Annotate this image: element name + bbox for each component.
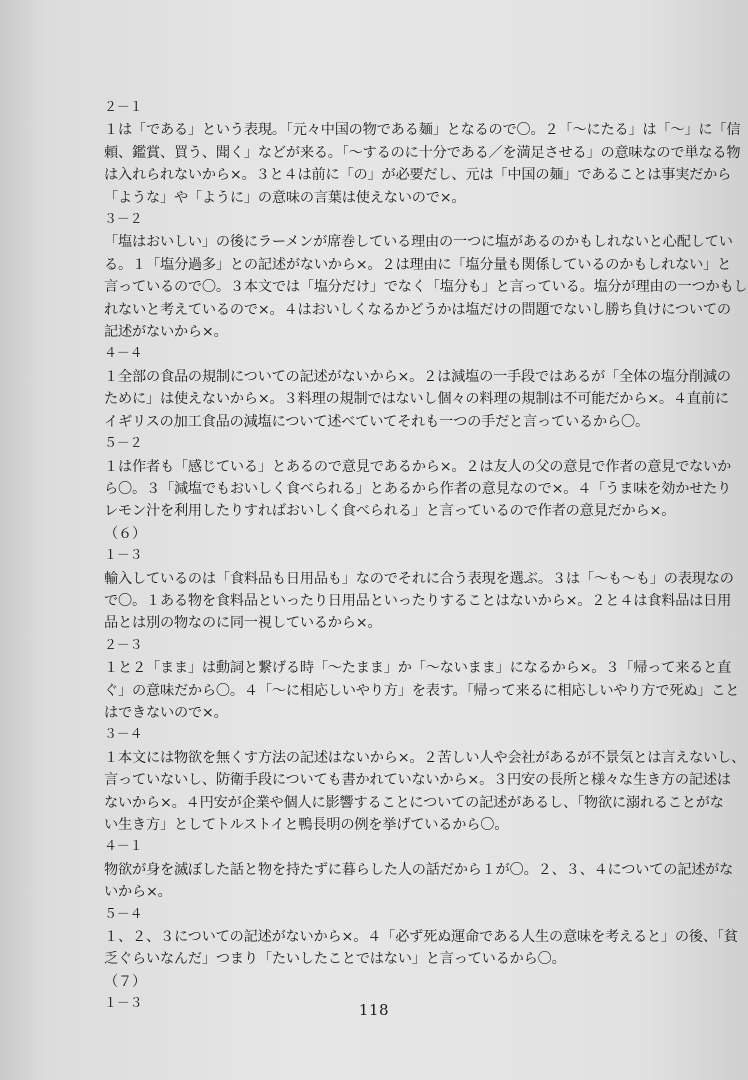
explanation-line: 輸入しているのは「食料品も日用品も」なのでそれに合う表現を選ぶ。３は「～も～も」の表現なの [104, 570, 734, 587]
question-number: ２－３ [104, 637, 143, 653]
explanation-line: 物欲が身を滅ぼした話と物を持たずに暮らした人の話だから１が〇。２、３、４についての記述がな [104, 861, 734, 878]
part-heading: （７） [104, 973, 146, 990]
question-number: ４－１ [104, 839, 143, 855]
question-number: ２－１ [104, 100, 143, 115]
question-number: ４－４ [104, 346, 143, 362]
explanation-line: １、２、３についての記述がないから×。４「必ず死ぬ運命である人生の意味を考えると」の後、「貧 [104, 929, 738, 946]
explanation-line: １は作者も「感じている」とあるので意見であるから×。２は友人の父の意見で作者の意見でないか [104, 458, 732, 475]
explanation-line: 言っているので〇。３本文では「塩分だけ」でなく「塩分も」と言っている。塩分が理由の一つかもし [104, 279, 748, 296]
explanation-line: 品とは別の物なのに同一視しているから×。 [104, 615, 382, 632]
answer-explanations [104, 97, 748, 1016]
explanation-line: １と２「まま」は動詞と繋げる時「～たまま」か「～ないまま」になるから×。３「帰って来ると直 [104, 660, 732, 677]
explanation-line: ぐ」の意味だから〇。４「～に相応しいやり方」を表す。「帰って来るに相応しいやり方で死ぬ」こと [104, 682, 740, 699]
explanation-line: 頼、鑑賞、買う、聞く」などが来る。「～するのに十分である／を満足させる」の意味なので単なる物 [104, 144, 741, 161]
explanation-line: れないと考えているので×。４はおいしくなるかどうかは塩だけの問題でないし勝ち負けについての [104, 301, 731, 318]
explanation-line: ないから×。４円安が企業や個人に影響することについての記述があるし、「物欲に溺れることがな [104, 794, 724, 811]
explanation-line: いから×。 [104, 884, 172, 901]
explanation-line: １本文には物欲を無くす方法の記述はないから×。２苦しい人や会社があるが不景気とは言えないし、 [104, 749, 746, 766]
explanation-line: レモン汁を利用したりすればおいしく食べられる」と言っているので作者の意見だから×。 [104, 503, 676, 520]
question-number: ５－４ [104, 906, 143, 922]
explanation-line: はできないので×。 [104, 704, 228, 721]
question-number: ３－４ [104, 727, 143, 743]
explanation-line: は入れられないから×。３と４は前に「の」が必要だし、元は「中国の麺」であることは事実だから [104, 167, 732, 184]
explanation-line: る。１「塩分過多」との記述がないから×。２は理由に「塩分量も関係しているのかもしれない」と [104, 256, 732, 273]
explanation-line: １は「である」という表現。「元々中国の物である麺」となるので〇。２「～にたる」は「～」に「信 [104, 122, 741, 139]
explanation-line: で〇。１ある物を食料品といったり日用品といったりすることはないから×。２と４は食料品は日用 [104, 592, 732, 609]
question-number: １－３ [104, 996, 143, 1012]
explanation-line: 「ような」や「ように」の意味の言葉は使えないので×。 [104, 189, 466, 206]
part-heading: （６） [104, 525, 146, 542]
question-number: ３－２ [104, 212, 143, 228]
explanation-line: ために」は使えないから×。３料理の規制ではないし個々の料理の規制は不可能だから×。４直前に [104, 391, 729, 408]
explanation-line: 「塩はおいしい」の後にラーメンが席巻している理由の一つに塩があるのかもしれないと心配してい [104, 234, 733, 251]
explanation-line: 乏ぐらいなんだ」つまり「たいしたことではない」と言っているから〇。 [104, 951, 566, 968]
question-number: １－３ [104, 548, 143, 564]
explanation-line: い生き方」としてトルストイと鴨長明の例を挙げているから〇。 [104, 817, 509, 833]
explanation-line: ら〇。３「減塩でもおいしく食べられる」とあるから作者の意見なので×。４「うま味を効かせたり [104, 480, 732, 497]
explanation-line: イギリスの加工食品の減塩について述べていてそれも一つの手だと言っているから〇。 [104, 413, 649, 430]
page-number: 118 [358, 1001, 390, 1019]
explanation-line: 記述がないから×。 [104, 324, 228, 341]
explanation-line: １全部の食品の規制についての記述がないから×。２は減塩の一手段ではあるが「全体の塩分削減の [104, 368, 731, 385]
explanation-line: 言っていないし、防衛手段についても書かれていないから×。３円安の長所と様々な生き方の記述は [104, 772, 731, 789]
question-number: ５－２ [104, 436, 143, 452]
